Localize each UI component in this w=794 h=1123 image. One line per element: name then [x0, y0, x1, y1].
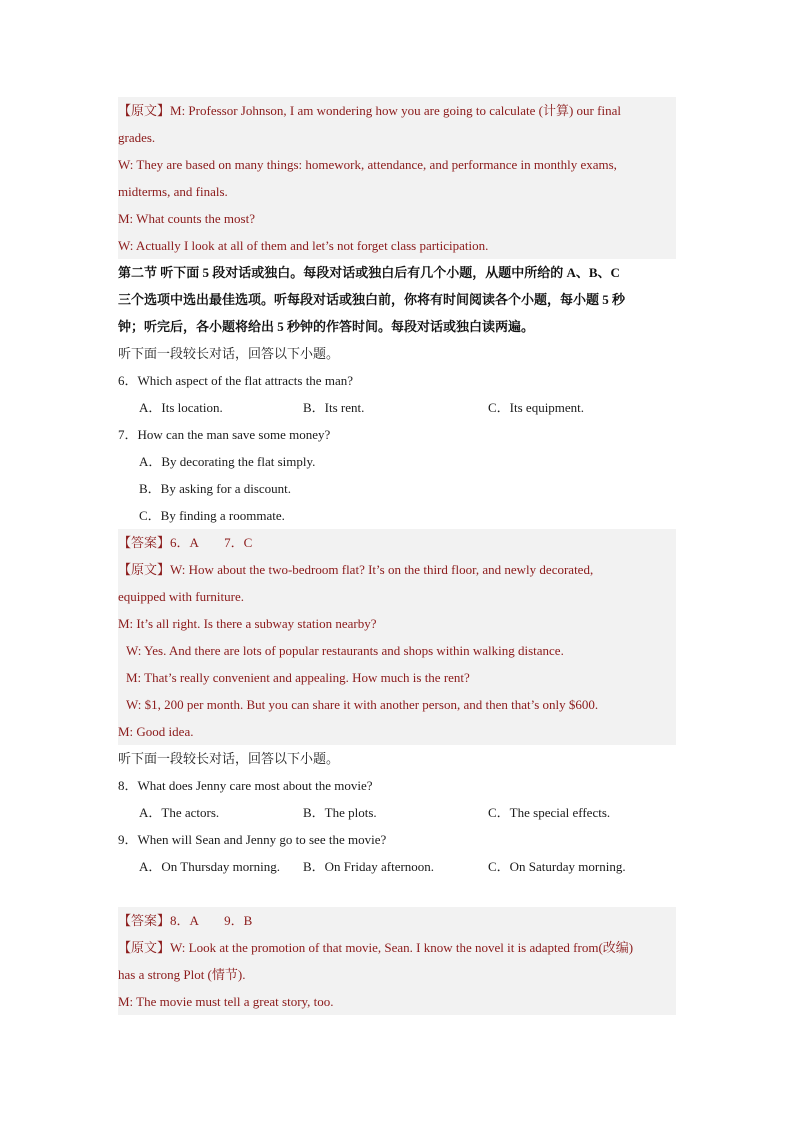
- question-7: [118, 421, 676, 529]
- answer-block-2: [118, 907, 676, 1015]
- transcript-line: 【原文】W: Look at the promotion of that movie, Sean. I know the novel it is adapted from(改编): [118, 940, 634, 955]
- transcript-line: M: That’s really convenient and appealing. How much is the rent?: [126, 670, 470, 685]
- option-b: B．On Friday afternoon.: [303, 859, 435, 874]
- transcript-line: 【原文】M: Professor Johnson, I am wondering how you are going to calculate (计算) our final: [118, 103, 621, 118]
- question-options: [118, 853, 676, 880]
- spacer: [118, 880, 676, 907]
- transcript-line: 【原文】W: How about the two-bedroom flat? It’s on the third floor, and newly decorated,: [118, 562, 594, 577]
- transcript-line: grades.: [118, 130, 156, 145]
- section-instruction-line: 第二节 听下面 5 段对话或独白。每段对话或独白后有几个小题，从题中所给的 A、B、C: [118, 265, 620, 280]
- question-8: [118, 772, 676, 826]
- listening-instruction: 听下面一段较长对话，回答以下小题。: [118, 346, 340, 361]
- answer-line: 【答案】8．A 9．B: [118, 913, 253, 928]
- question-options: [118, 799, 676, 826]
- option-c: C．On Saturday morning.: [488, 859, 626, 874]
- transcript-line: W: $1, 200 per month. But you can share it with another person, and then that’s only $600.: [126, 697, 599, 712]
- document-page: [118, 97, 676, 1015]
- transcript-line: M: What counts the most?: [118, 211, 255, 226]
- question-stem: 8．What does Jenny care most about the movie?: [118, 778, 373, 793]
- option-a: A．The actors.: [139, 805, 220, 820]
- option-b: B．Its rent.: [303, 400, 365, 415]
- transcript-line: midterms, and finals.: [118, 184, 228, 199]
- option-a: A．By decorating the flat simply.: [139, 454, 316, 469]
- option-a: A．On Thursday morning.: [139, 859, 280, 874]
- answer-line: 【答案】6．A 7．C: [118, 535, 253, 550]
- transcript-line: M: Good idea.: [118, 724, 194, 739]
- option-a: A．Its location.: [139, 400, 223, 415]
- section-instructions: [118, 259, 676, 340]
- transcript-line: W: They are based on many things: homework, attendance, and performance in monthly exams,: [118, 157, 617, 172]
- option-b: B．The plots.: [303, 805, 377, 820]
- option-b: B．By asking for a discount.: [139, 481, 292, 496]
- section-instruction-line: 钟；听完后，各小题将给出 5 秒钟的作答时间。每段对话或独白读两遍。: [118, 319, 535, 334]
- question-stem: 7．How can the man save some money?: [118, 427, 331, 442]
- transcript-block-1: [118, 97, 676, 259]
- answer-block-1: [118, 529, 676, 745]
- question-9: [118, 826, 676, 880]
- section-instruction-line: 三个选项中选出最佳选项。听每段对话或独白前，你将有时间阅读各个小题，每小题 5 秒: [118, 292, 626, 307]
- option-c: C．The special effects.: [488, 805, 611, 820]
- listening-instruction: 听下面一段较长对话，回答以下小题。: [118, 751, 340, 766]
- transcript-line: W: Yes. And there are lots of popular restaurants and shops within walking distance.: [126, 643, 564, 658]
- transcript-line: has a strong Plot (情节).: [118, 967, 246, 982]
- question-stem: 6．Which aspect of the flat attracts the man?: [118, 373, 353, 388]
- transcript-line: M: The movie must tell a great story, too.: [118, 994, 334, 1009]
- question-6: [118, 367, 676, 421]
- option-c: C．By finding a roommate.: [139, 508, 285, 523]
- option-c: C．Its equipment.: [488, 400, 585, 415]
- question-stem: 9．When will Sean and Jenny go to see the movie?: [118, 832, 387, 847]
- transcript-line: W: Actually I look at all of them and let’s not forget class participation.: [118, 238, 489, 253]
- question-options: [118, 394, 676, 421]
- transcript-line: equipped with furniture.: [118, 589, 244, 604]
- transcript-line: M: It’s all right. Is there a subway station nearby?: [118, 616, 377, 631]
